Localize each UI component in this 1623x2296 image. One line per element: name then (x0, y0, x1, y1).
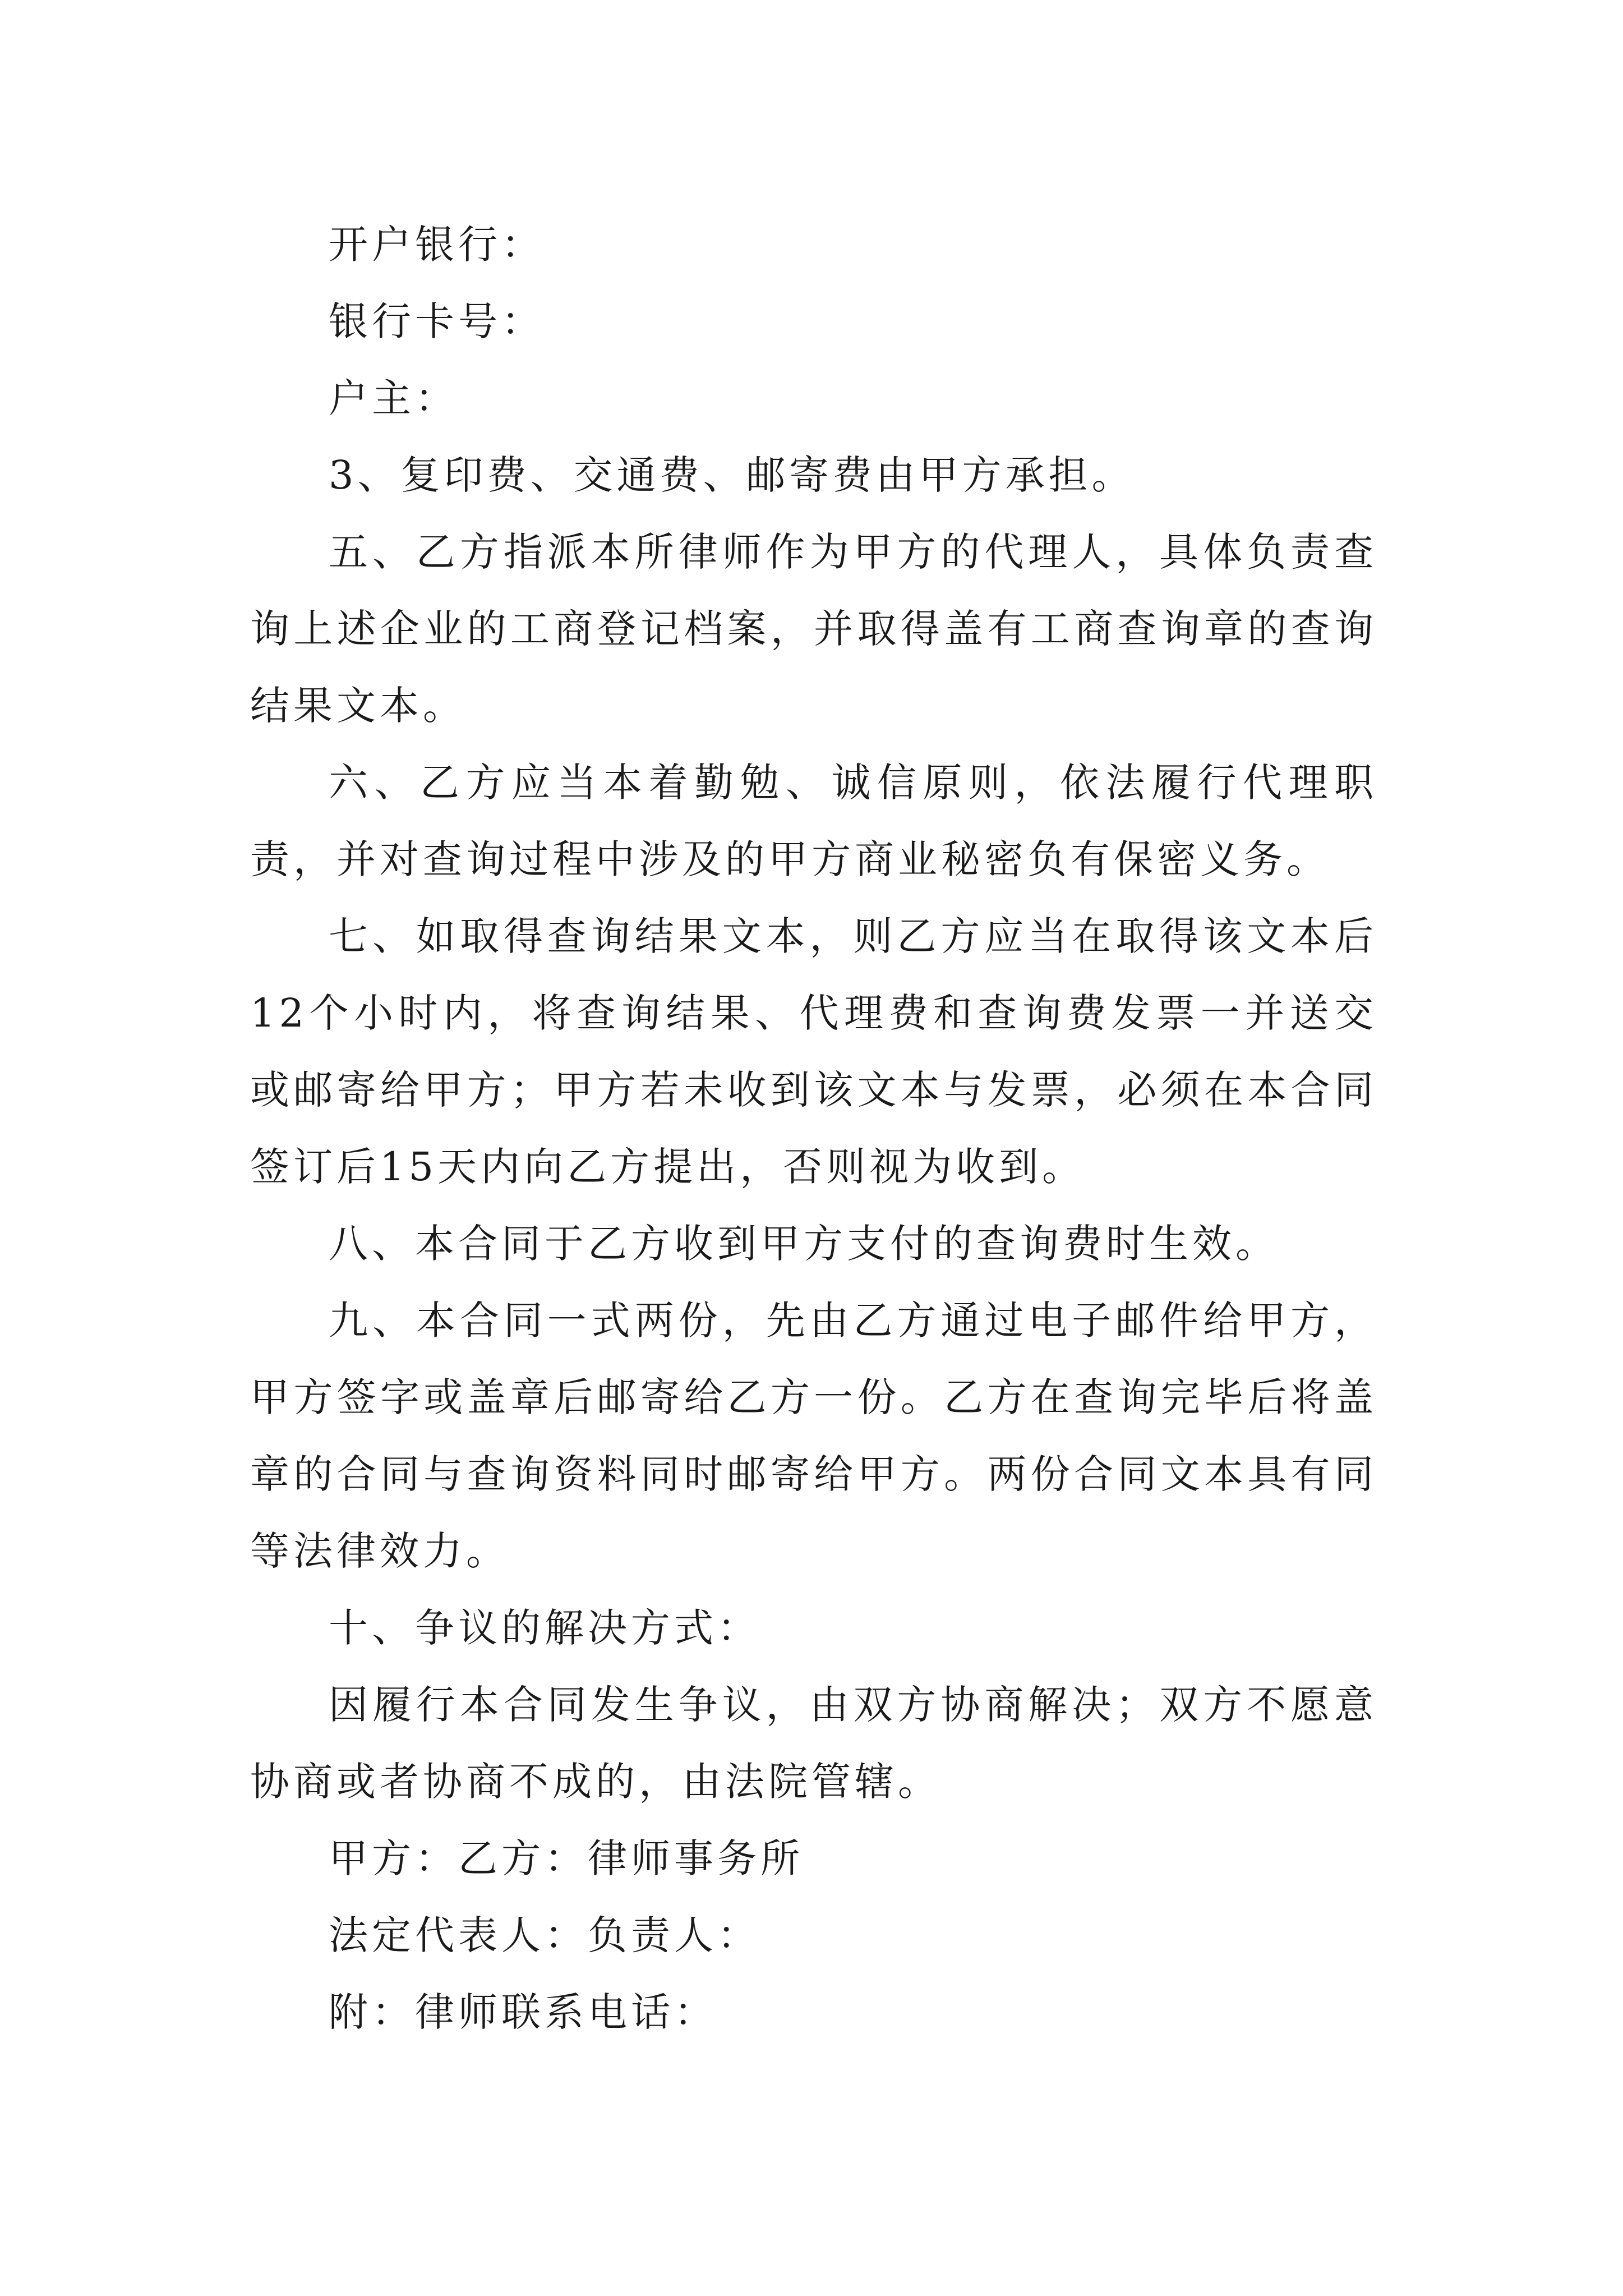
paragraph-clause-9: 九、本合同一式两份，先由乙方通过电子邮件给甲方，甲方签字或盖章后邮寄给乙方一份。乙方在查询完毕后将盖章的合同与查询资料同时邮寄给甲方。两份合同文本具有同等法律效力。 (250, 1297, 1377, 1574)
paragraph-clause-10: 十、争议的解决方式： (329, 1605, 760, 1651)
paragraph-clause-7: 七、如取得查询结果文本，则乙方应当在取得该文本后12个小时内，将查询结果、代理费和查询费发票一并送交或邮寄给甲方；甲方若未收到该文本与发票，必须在本合同签订后15天内向乙方提出，否则视为收到。 (250, 913, 1377, 1190)
paragraph-clause-5: 五、乙方指派本所律师作为甲方的代理人，具体负责查询上述企业的工商登记档案，并取得盖有工商查询章的查询结果文本。 (250, 529, 1377, 729)
paragraph-clause-3: 3、复印费、交通费、邮寄费由甲方承担。 (329, 452, 1135, 498)
paragraph-parties: 甲方：乙方：律师事务所 (329, 1835, 804, 1881)
paragraph-clause-6: 六、乙方应当本着勤勉、诚信原则，依法履行代理职责，并对查询过程中涉及的甲方商业秘密负有保密义务。 (250, 760, 1377, 882)
paragraph-bank-name: 开户银行： (329, 222, 545, 268)
paragraph-dispute-resolution: 因履行本合同发生争议，由双方协商解决；双方不愿意协商或者协商不成的，由法院管辖。 (250, 1682, 1377, 1805)
paragraph-account-holder: 户主： (329, 375, 458, 421)
paragraph-clause-8: 八、本合同于乙方收到甲方支付的查询费时生效。 (329, 1221, 1279, 1267)
paragraph-bank-card: 银行卡号： (329, 298, 545, 344)
paragraph-representatives: 法定代表人：负责人： (329, 1912, 760, 1958)
contract-body (250, 206, 1377, 2051)
paragraph-lawyer-phone: 附：律师联系电话： (329, 1989, 717, 2035)
